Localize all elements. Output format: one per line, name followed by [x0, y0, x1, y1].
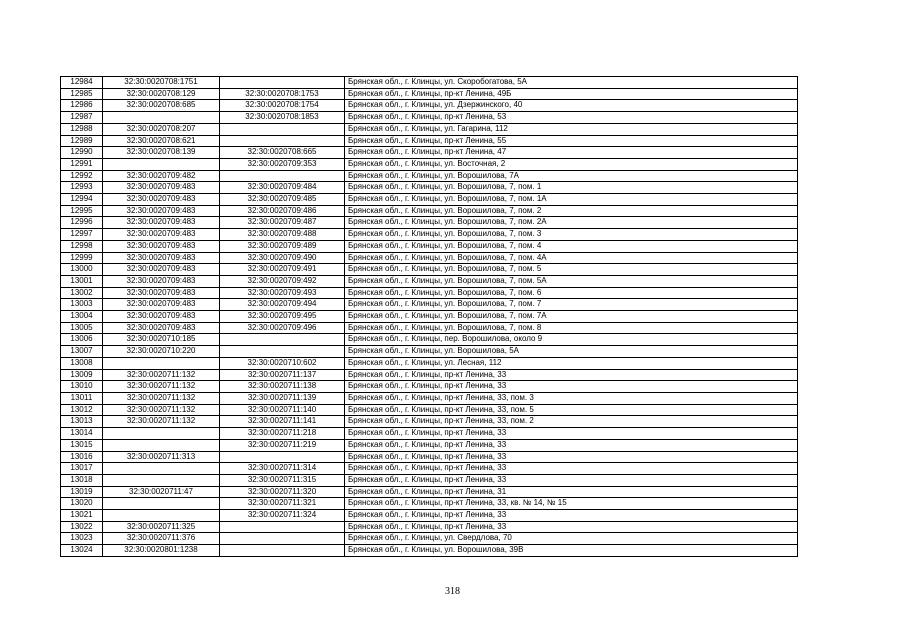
- object-number-cell: 32:30:0020711:315: [220, 474, 345, 486]
- object-number-cell: 32:30:0020709:488: [220, 229, 345, 241]
- table-row: [61, 299, 798, 311]
- table-row: [61, 486, 798, 498]
- table-row: [61, 392, 798, 404]
- address-cell: Брянская обл., г. Клинцы, пр-кт Ленина, 33, кв. № 14, № 15: [345, 498, 798, 510]
- parcel-number-cell: 32:30:0020709:482: [103, 170, 220, 182]
- table-row: [61, 205, 798, 217]
- row-number-cell: 13017: [61, 463, 103, 475]
- address-cell: Брянская обл., г. Клинцы, пр-кт Ленина, 33: [345, 510, 798, 522]
- row-number-cell: 13007: [61, 346, 103, 358]
- parcel-number-cell: [103, 510, 220, 522]
- row-number-cell: 13010: [61, 381, 103, 393]
- object-number-cell: 32:30:0020708:1753: [220, 88, 345, 100]
- table-row: [61, 112, 798, 124]
- object-number-cell: 32:30:0020711:141: [220, 416, 345, 428]
- table-row: [61, 428, 798, 440]
- row-number-cell: 13024: [61, 545, 103, 557]
- parcel-number-cell: 32:30:0020711:325: [103, 521, 220, 533]
- table-row: [61, 123, 798, 135]
- object-number-cell: 32:30:0020709:494: [220, 299, 345, 311]
- row-number-cell: 12985: [61, 88, 103, 100]
- object-number-cell: [220, 346, 345, 358]
- parcel-number-cell: 32:30:0020711:132: [103, 381, 220, 393]
- parcel-number-cell: [103, 357, 220, 369]
- table-row: [61, 334, 798, 346]
- parcel-number-cell: 32:30:0020710:220: [103, 346, 220, 358]
- table-row: [61, 217, 798, 229]
- row-number-cell: 12994: [61, 194, 103, 206]
- table-row: [61, 381, 798, 393]
- registry-body: [61, 77, 798, 557]
- address-cell: Брянская обл., г. Клинцы, ул. Ворошилова, 7, пом. 6: [345, 287, 798, 299]
- table-row: [61, 322, 798, 334]
- object-number-cell: [220, 77, 345, 89]
- object-number-cell: 32:30:0020711:218: [220, 428, 345, 440]
- row-number-cell: 13020: [61, 498, 103, 510]
- row-number-cell: 13021: [61, 510, 103, 522]
- row-number-cell: 12988: [61, 123, 103, 135]
- parcel-number-cell: 32:30:0020711:132: [103, 392, 220, 404]
- address-cell: Брянская обл., г. Клинцы, ул. Свердлова, 70: [345, 533, 798, 545]
- parcel-number-cell: 32:30:0020708:1751: [103, 77, 220, 89]
- parcel-number-cell: [103, 112, 220, 124]
- table-row: [61, 158, 798, 170]
- row-number-cell: 12987: [61, 112, 103, 124]
- parcel-number-cell: 32:30:0020708:207: [103, 123, 220, 135]
- object-number-cell: 32:30:0020709:496: [220, 322, 345, 334]
- object-number-cell: 32:30:0020711:324: [220, 510, 345, 522]
- row-number-cell: 13018: [61, 474, 103, 486]
- row-number-cell: 12990: [61, 147, 103, 159]
- object-number-cell: 32:30:0020711:320: [220, 486, 345, 498]
- table-row: [61, 311, 798, 323]
- address-cell: Брянская обл., г. Клинцы, ул. Восточная, 2: [345, 158, 798, 170]
- object-number-cell: 32:30:0020709:485: [220, 194, 345, 206]
- object-number-cell: 32:30:0020708:1754: [220, 100, 345, 112]
- parcel-number-cell: 32:30:0020709:483: [103, 205, 220, 217]
- parcel-number-cell: 32:30:0020708:621: [103, 135, 220, 147]
- parcel-number-cell: [103, 428, 220, 440]
- object-number-cell: 32:30:0020708:1853: [220, 112, 345, 124]
- parcel-number-cell: [103, 158, 220, 170]
- object-number-cell: 32:30:0020711:140: [220, 404, 345, 416]
- parcel-number-cell: 32:30:0020710:185: [103, 334, 220, 346]
- table-row: [61, 240, 798, 252]
- address-cell: Брянская обл., г. Клинцы, ул. Ворошилова, 7, пом. 5А: [345, 275, 798, 287]
- table-row: [61, 275, 798, 287]
- parcel-number-cell: 32:30:0020711:47: [103, 486, 220, 498]
- address-cell: Брянская обл., г. Клинцы, пер. Ворошилова, около 9: [345, 334, 798, 346]
- row-number-cell: 12991: [61, 158, 103, 170]
- address-cell: Брянская обл., г. Клинцы, ул. Ворошилова, 7, пом. 4А: [345, 252, 798, 264]
- address-cell: Брянская обл., г. Клинцы, ул. Скоробогатова, 5А: [345, 77, 798, 89]
- object-number-cell: 32:30:0020709:353: [220, 158, 345, 170]
- parcel-number-cell: 32:30:0020709:483: [103, 240, 220, 252]
- parcel-number-cell: 32:30:0020708:139: [103, 147, 220, 159]
- address-cell: Брянская обл., г. Клинцы, пр-кт Ленина, 33: [345, 451, 798, 463]
- parcel-number-cell: 32:30:0020711:132: [103, 369, 220, 381]
- row-number-cell: 13005: [61, 322, 103, 334]
- object-number-cell: 32:30:0020709:495: [220, 311, 345, 323]
- row-number-cell: 13013: [61, 416, 103, 428]
- address-cell: Брянская обл., г. Клинцы, ул. Ворошилова, 7, пом. 7: [345, 299, 798, 311]
- parcel-number-cell: 32:30:0020708:129: [103, 88, 220, 100]
- row-number-cell: 13015: [61, 439, 103, 451]
- row-number-cell: 12989: [61, 135, 103, 147]
- address-cell: Брянская обл., г. Клинцы, пр-кт Ленина, 55: [345, 135, 798, 147]
- row-number-cell: 12999: [61, 252, 103, 264]
- table-row: [61, 346, 798, 358]
- table-row: [61, 545, 798, 557]
- table-row: [61, 510, 798, 522]
- parcel-number-cell: 32:30:0020711:376: [103, 533, 220, 545]
- parcel-number-cell: 32:30:0020801:1238: [103, 545, 220, 557]
- row-number-cell: 13008: [61, 357, 103, 369]
- object-number-cell: 32:30:0020711:321: [220, 498, 345, 510]
- address-cell: Брянская обл., г. Клинцы, ул. Ворошилова, 7, пом. 1: [345, 182, 798, 194]
- parcel-number-cell: 32:30:0020709:483: [103, 287, 220, 299]
- address-cell: Брянская обл., г. Клинцы, ул. Ворошилова, 7, пом. 4: [345, 240, 798, 252]
- address-cell: Брянская обл., г. Клинцы, ул. Ворошилова, 5А: [345, 346, 798, 358]
- row-number-cell: 12995: [61, 205, 103, 217]
- parcel-number-cell: 32:30:0020709:483: [103, 322, 220, 334]
- address-cell: Брянская обл., г. Клинцы, пр-кт Ленина, 33: [345, 463, 798, 475]
- table-row: [61, 88, 798, 100]
- table-row: [61, 100, 798, 112]
- object-number-cell: 32:30:0020709:486: [220, 205, 345, 217]
- registry-table: [60, 76, 798, 557]
- table-row: [61, 521, 798, 533]
- object-number-cell: 32:30:0020711:139: [220, 392, 345, 404]
- row-number-cell: 13002: [61, 287, 103, 299]
- row-number-cell: 12993: [61, 182, 103, 194]
- address-cell: Брянская обл., г. Клинцы, ул. Лесная, 112: [345, 357, 798, 369]
- address-cell: Брянская обл., г. Клинцы, пр-кт Ленина, 47: [345, 147, 798, 159]
- object-number-cell: 32:30:0020709:491: [220, 264, 345, 276]
- object-number-cell: 32:30:0020709:484: [220, 182, 345, 194]
- object-number-cell: [220, 521, 345, 533]
- table-row: [61, 357, 798, 369]
- table-row: [61, 147, 798, 159]
- row-number-cell: 13001: [61, 275, 103, 287]
- table-row: [61, 404, 798, 416]
- parcel-number-cell: [103, 463, 220, 475]
- parcel-number-cell: [103, 439, 220, 451]
- address-cell: Брянская обл., г. Клинцы, ул. Гагарина, 112: [345, 123, 798, 135]
- parcel-number-cell: 32:30:0020709:483: [103, 264, 220, 276]
- parcel-number-cell: 32:30:0020709:483: [103, 182, 220, 194]
- address-cell: Брянская обл., г. Клинцы, пр-кт Ленина, 33: [345, 474, 798, 486]
- object-number-cell: 32:30:0020708:665: [220, 147, 345, 159]
- parcel-number-cell: 32:30:0020709:483: [103, 217, 220, 229]
- table-row: [61, 194, 798, 206]
- row-number-cell: 13016: [61, 451, 103, 463]
- object-number-cell: 32:30:0020709:487: [220, 217, 345, 229]
- parcel-number-cell: [103, 474, 220, 486]
- table-row: [61, 416, 798, 428]
- row-number-cell: 13009: [61, 369, 103, 381]
- address-cell: Брянская обл., г. Клинцы, ул. Дзержинского, 40: [345, 100, 798, 112]
- object-number-cell: [220, 135, 345, 147]
- address-cell: Брянская обл., г. Клинцы, пр-кт Ленина, 33: [345, 428, 798, 440]
- row-number-cell: 13006: [61, 334, 103, 346]
- table-row: [61, 439, 798, 451]
- object-number-cell: 32:30:0020709:489: [220, 240, 345, 252]
- address-cell: Брянская обл., г. Клинцы, ул. Ворошилова, 7А: [345, 170, 798, 182]
- row-number-cell: 13000: [61, 264, 103, 276]
- address-cell: Брянская обл., г. Клинцы, пр-кт Ленина, 31: [345, 486, 798, 498]
- parcel-number-cell: 32:30:0020711:313: [103, 451, 220, 463]
- parcel-number-cell: 32:30:0020709:483: [103, 229, 220, 241]
- table-row: [61, 474, 798, 486]
- address-cell: Брянская обл., г. Клинцы, ул. Ворошилова, 7, пом. 3: [345, 229, 798, 241]
- table-row: [61, 182, 798, 194]
- object-number-cell: 32:30:0020709:492: [220, 275, 345, 287]
- page-number: 318: [445, 586, 460, 597]
- row-number-cell: 13004: [61, 311, 103, 323]
- address-cell: Брянская обл., г. Клинцы, пр-кт Ленина, 53: [345, 112, 798, 124]
- table-row: [61, 135, 798, 147]
- row-number-cell: 13014: [61, 428, 103, 440]
- object-number-cell: [220, 170, 345, 182]
- address-cell: Брянская обл., г. Клинцы, пр-кт Ленина, 33: [345, 439, 798, 451]
- address-cell: Брянская обл., г. Клинцы, пр-кт Ленина, 33: [345, 369, 798, 381]
- row-number-cell: 12998: [61, 240, 103, 252]
- object-number-cell: 32:30:0020711:138: [220, 381, 345, 393]
- address-cell: Брянская обл., г. Клинцы, ул. Ворошилова, 7, пом. 2: [345, 205, 798, 217]
- parcel-number-cell: 32:30:0020709:483: [103, 252, 220, 264]
- table-row: [61, 498, 798, 510]
- parcel-number-cell: 32:30:0020709:483: [103, 194, 220, 206]
- object-number-cell: [220, 123, 345, 135]
- address-cell: Брянская обл., г. Клинцы, пр-кт Ленина, 33, пом. 5: [345, 404, 798, 416]
- address-cell: Брянская обл., г. Клинцы, ул. Ворошилова, 7, пом. 1А: [345, 194, 798, 206]
- table-row: [61, 229, 798, 241]
- address-cell: Брянская обл., г. Клинцы, пр-кт Ленина, 33: [345, 381, 798, 393]
- address-cell: Брянская обл., г. Клинцы, пр-кт Ленина, 33, пом. 3: [345, 392, 798, 404]
- row-number-cell: 13011: [61, 392, 103, 404]
- address-cell: Брянская обл., г. Клинцы, пр-кт Ленина, 49Б: [345, 88, 798, 100]
- address-cell: Брянская обл., г. Клинцы, ул. Ворошилова, 7, пом. 7А: [345, 311, 798, 323]
- object-number-cell: [220, 334, 345, 346]
- address-cell: Брянская обл., г. Клинцы, ул. Ворошилова, 7, пом. 5: [345, 264, 798, 276]
- object-number-cell: [220, 533, 345, 545]
- table-row: [61, 463, 798, 475]
- row-number-cell: 12992: [61, 170, 103, 182]
- parcel-number-cell: 32:30:0020708:685: [103, 100, 220, 112]
- parcel-number-cell: 32:30:0020709:483: [103, 299, 220, 311]
- address-cell: Брянская обл., г. Клинцы, ул. Ворошилова, 39В: [345, 545, 798, 557]
- row-number-cell: 12997: [61, 229, 103, 241]
- table-row: [61, 451, 798, 463]
- row-number-cell: 12986: [61, 100, 103, 112]
- row-number-cell: 13023: [61, 533, 103, 545]
- object-number-cell: 32:30:0020710:602: [220, 357, 345, 369]
- object-number-cell: [220, 451, 345, 463]
- table-row: [61, 533, 798, 545]
- parcel-number-cell: 32:30:0020709:483: [103, 311, 220, 323]
- object-number-cell: 32:30:0020711:314: [220, 463, 345, 475]
- row-number-cell: 12984: [61, 77, 103, 89]
- row-number-cell: 13022: [61, 521, 103, 533]
- object-number-cell: [220, 545, 345, 557]
- object-number-cell: 32:30:0020709:490: [220, 252, 345, 264]
- address-cell: Брянская обл., г. Клинцы, пр-кт Ленина, 33: [345, 521, 798, 533]
- object-number-cell: 32:30:0020711:137: [220, 369, 345, 381]
- row-number-cell: 13012: [61, 404, 103, 416]
- table-row: [61, 264, 798, 276]
- table-row: [61, 170, 798, 182]
- row-number-cell: 13019: [61, 486, 103, 498]
- address-cell: Брянская обл., г. Клинцы, пр-кт Ленина, 33, пом. 2: [345, 416, 798, 428]
- row-number-cell: 12996: [61, 217, 103, 229]
- address-cell: Брянская обл., г. Клинцы, ул. Ворошилова, 7, пом. 2А: [345, 217, 798, 229]
- object-number-cell: 32:30:0020711:219: [220, 439, 345, 451]
- row-number-cell: 13003: [61, 299, 103, 311]
- table-row: [61, 369, 798, 381]
- table-row: [61, 287, 798, 299]
- object-number-cell: 32:30:0020709:493: [220, 287, 345, 299]
- table-row: [61, 77, 798, 89]
- address-cell: Брянская обл., г. Клинцы, ул. Ворошилова, 7, пом. 8: [345, 322, 798, 334]
- parcel-number-cell: 32:30:0020709:483: [103, 275, 220, 287]
- parcel-number-cell: 32:30:0020711:132: [103, 404, 220, 416]
- parcel-number-cell: 32:30:0020711:132: [103, 416, 220, 428]
- table-row: [61, 252, 798, 264]
- parcel-number-cell: [103, 498, 220, 510]
